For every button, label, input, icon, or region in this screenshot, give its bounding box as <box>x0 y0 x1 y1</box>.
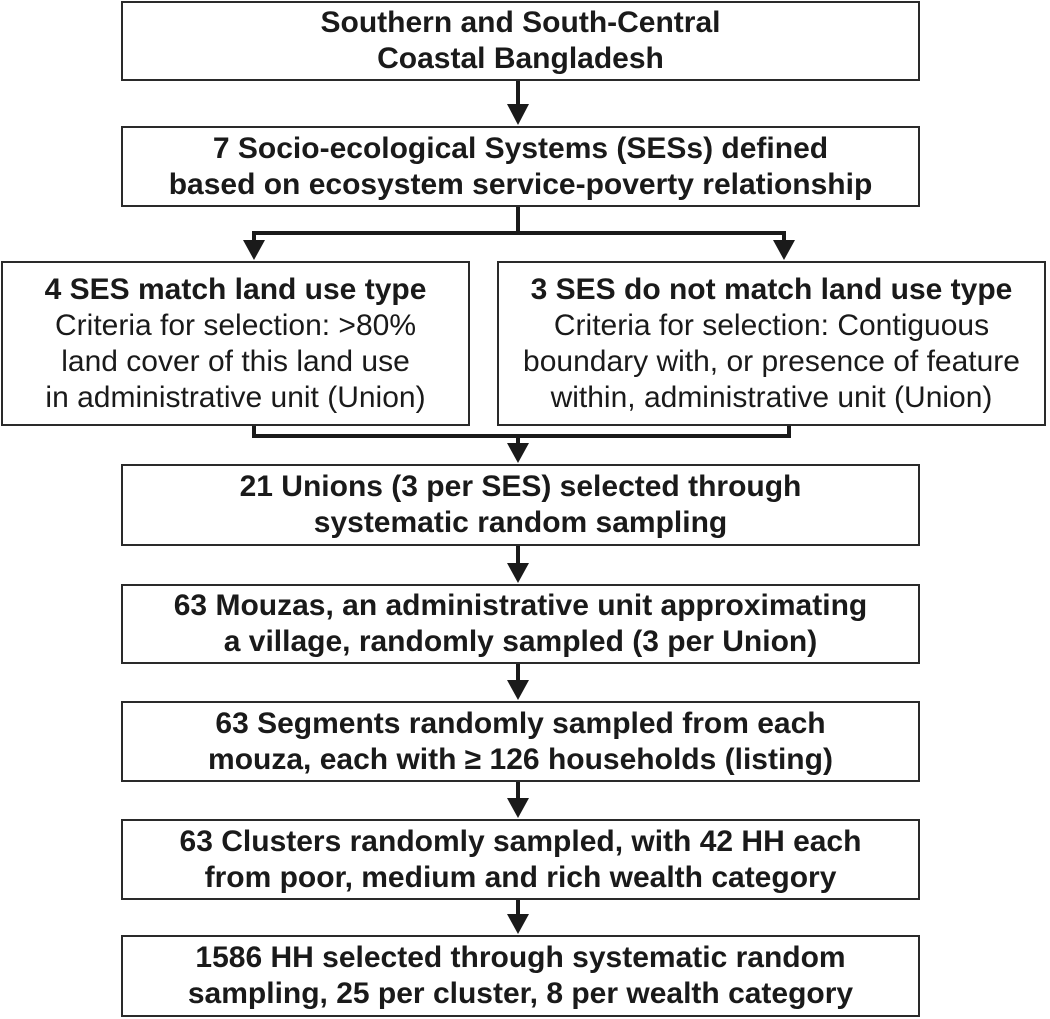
node-ses-defined-line-2: based on ecosystem service-poverty relationship <box>168 167 873 201</box>
node-ses-defined <box>121 126 920 207</box>
arrowhead-to-ses-nomatch <box>773 240 795 260</box>
edge-split-bar <box>254 233 784 244</box>
node-clusters <box>121 819 920 900</box>
node-households-line-1: 1586 HH selected through systematic random <box>195 941 846 974</box>
arrowhead-to-ses-match <box>243 240 265 260</box>
node-mouzas-line-2: a village, randomly sampled (3 per Union) <box>223 625 818 658</box>
node-region-line-2: Coastal Bangladesh <box>377 42 664 75</box>
node-unions-line-2: systematic random sampling <box>313 506 728 539</box>
arrowhead-to-segments <box>507 680 529 700</box>
edge-merge-bar <box>254 426 789 436</box>
node-ses-nomatch-line-1: Criteria for selection: Contiguous <box>553 308 990 342</box>
arrowhead-to-mouzas <box>507 563 529 583</box>
node-ses-nomatch-title: 3 SES do not match land use type <box>530 272 1013 306</box>
node-mouzas <box>121 584 920 664</box>
node-ses-match <box>1 261 470 426</box>
node-ses-match-line-2: land cover of this land use <box>61 344 410 378</box>
node-segments <box>121 701 920 782</box>
node-clusters-line-1: 63 Clusters randomly sampled, with 42 HH each <box>179 824 862 858</box>
node-ses-nomatch-line-2: boundary with, or presence of feature <box>523 344 1020 378</box>
node-ses-defined-line-1: 7 Socio-ecological Systems (SESs) defined <box>212 131 829 165</box>
node-ses-nomatch <box>497 261 1046 426</box>
node-unions-line-1: 21 Unions (3 per SES) selected through <box>239 470 802 503</box>
arrowhead-region-to-ses-defined <box>507 104 529 125</box>
node-households <box>121 935 920 1017</box>
arrowhead-to-clusters <box>507 798 529 818</box>
node-region-line-1: Southern and South-Central <box>320 6 721 39</box>
node-ses-match-title: 4 SES match land use type <box>44 272 427 306</box>
arrowhead-to-unions <box>507 443 529 463</box>
node-ses-match-line-1: Criteria for selection: >80% <box>55 308 416 342</box>
node-segments-line-1: 63 Segments randomly sampled from each <box>215 706 826 740</box>
node-region <box>121 1 920 81</box>
node-households-line-2: sampling, 25 per cluster, 8 per wealth category <box>187 977 854 1010</box>
node-unions <box>121 464 920 546</box>
arrowhead-to-households <box>507 914 529 934</box>
node-mouzas-line-1: 63 Mouzas, an administrative unit approximating <box>173 589 868 622</box>
node-ses-nomatch-line-3: within, administrative unit (Union) <box>550 380 993 414</box>
node-ses-match-line-3: in administrative unit (Union) <box>45 380 426 414</box>
node-segments-line-2: mouza, each with ≥ 126 households (listing) <box>208 742 833 776</box>
node-clusters-line-2: from poor, medium and rich wealth category <box>204 860 837 894</box>
